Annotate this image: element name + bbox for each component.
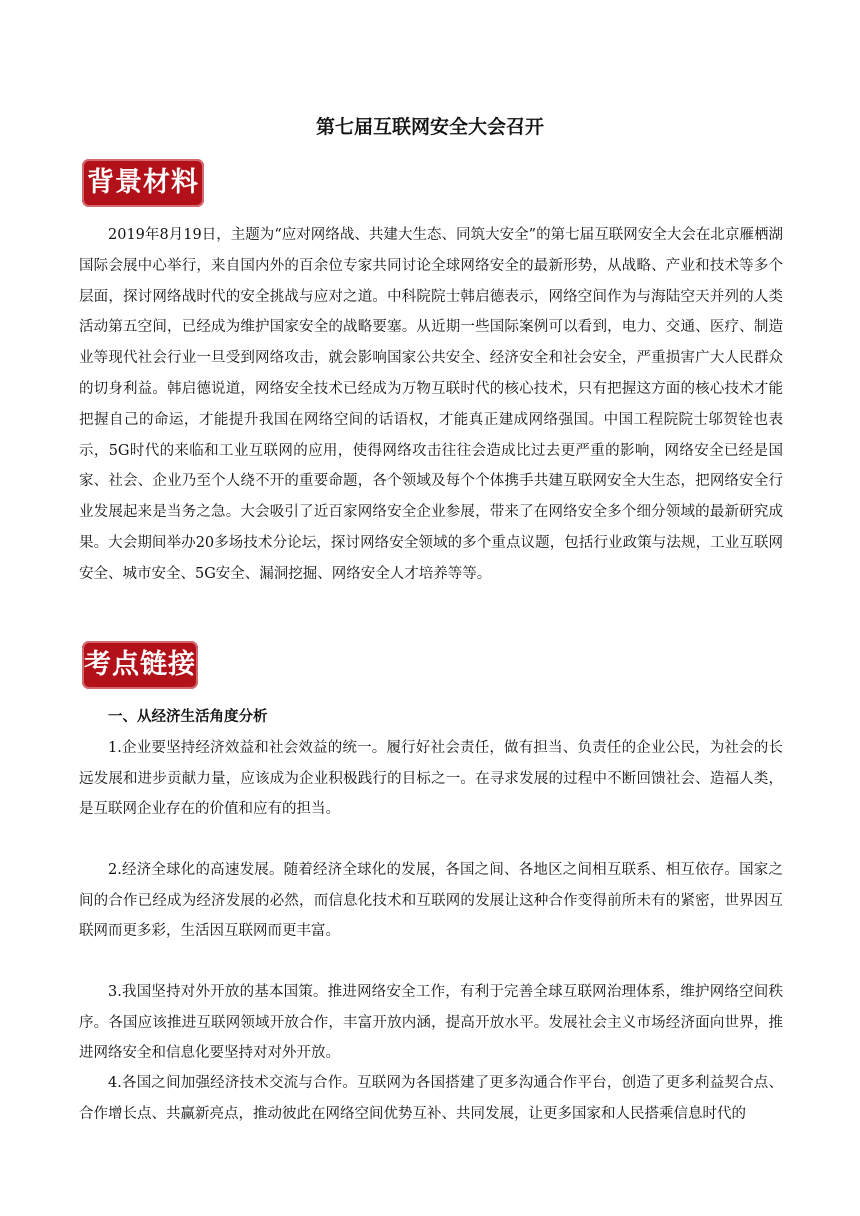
- exam-points-badge: 考点链接: [82, 641, 198, 689]
- section-heading: 一、从经济生活角度分析: [108, 709, 268, 725]
- point-paragraph-4: 4.各国之间加强经济技术交流与合作。互联网为各国搭建了更多沟通合作平台，创造了更多利益契合点、合作增长点、共赢新亮点，推动彼此在网络空间优势互补、共同发展，让更多国家和人民搭乘信息时代的: [79, 1075, 783, 1122]
- page-title: 第七届互联网安全大会召开: [315, 116, 544, 138]
- background-paragraph: 2019年8月19日，主题为“应对网络战、共建大生态、同筑大安全”的第七届互联网安全大会在北京雁栖湖国际会展中心举行，来自国内外的百余位专家共同讨论全球网络安全的最新形势，从战略、产业和技术等多个层面，探讨网络战时代的安全挑战与应对之道。中科院院士韩启德表示，网络空间作为与海陆空天并列的人类活动第五空间，已经成为维护国家安全的战略要塞。从近期一些国际案例可以看到，电力、交通、医疗、制造业等现代社会行业一旦受到网络攻击，就会影响国家公共安全、经济安全和社会安全，严重损害广大人民群众的切身利益。韩启德说道，网络安全技术已经成为万物互联时代的核心技术，只有把握这方面的核心技术才能把握自己的命运，才能提升我国在网络空间的话语权，才能真正建成网络强国。中国工程院院士邬贺铨也表示，5G时代的来临和工业互联网的应用，使得网络攻击往往会造成比过去更严重的影响，网络安全已经是国家、社会、企业乃至个人绕不开的重要命题，各个领域及每个个体携手共建互联网安全大生态，把网络安全行业发展起来是当务之急。大会吸引了近百家网络安全企业参展，带来了在网络安全多个细分领域的最新研究成果。大会期间举办20多场技术分论坛，探讨网络安全领域的多个重点议题，包括行业政策与法规，工业互联网安全、城市安全、5G安全、漏洞挖掘、网络安全人才培养等等。: [79, 227, 783, 582]
- point-paragraph-2: 2.经济全球化的高速发展。随着经济全球化的发展，各国之间、各地区之间相互联系、相互依存。国家之间的合作已经成为经济发展的必然，而信息化技术和互联网的发展让这种合作变得前所未有的紧密，世界因互联网而更多彩，生活因互联网而更丰富。: [79, 862, 783, 939]
- background-material-badge: 背景材料: [82, 159, 204, 207]
- point-paragraph-3: 3.我国坚持对外开放的基本国策。推进网络安全工作，有利于完善全球互联网治理体系，维护网络空间秩序。各国应该推进互联网领域开放合作，丰富开放内涵，提高开放水平。发展社会主义市场经济面向世界，推进网络安全和信息化要坚持对对外开放。: [79, 984, 783, 1061]
- point-paragraph-1: 1.企业要坚持经济效益和社会效益的统一。履行好社会责任，做有担当、负责任的企业公民，为社会的长远发展和进步贡献力量，应该成为企业积极践行的目标之一。在寻求发展的过程中不断回馈社会、造福人类，是互联网企业存在的价值和应有的担当。: [79, 740, 783, 817]
